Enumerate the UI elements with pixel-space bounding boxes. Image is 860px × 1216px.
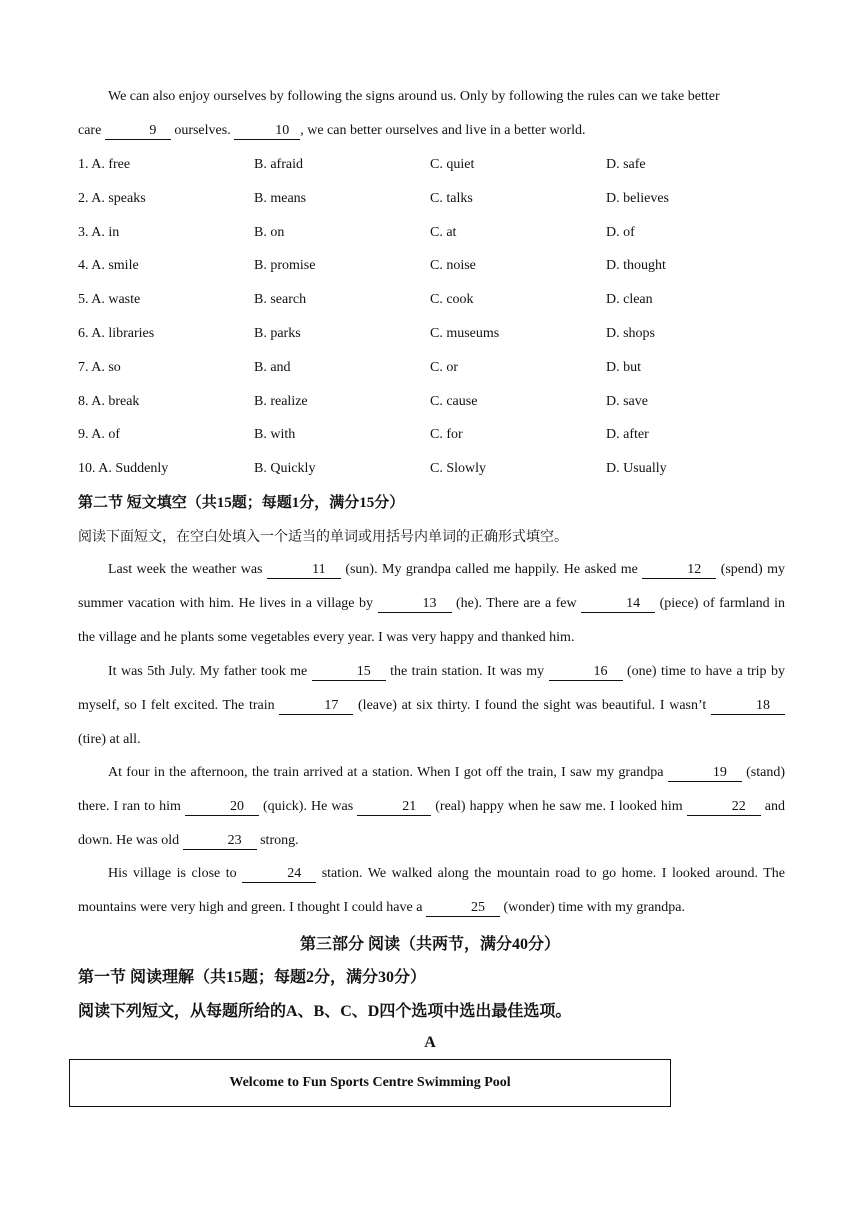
option-b: B. search <box>254 292 307 308</box>
option-c: C. or <box>430 359 458 375</box>
blank-20: 20 <box>185 799 259 816</box>
option-c: C. cause <box>430 393 478 409</box>
option-row <box>78 216 788 250</box>
blank-14: 14 <box>581 596 655 613</box>
blank-16: 16 <box>549 664 623 681</box>
blank-22: 22 <box>687 799 761 816</box>
option-d: D. after <box>606 427 649 443</box>
option-c: C. noise <box>430 258 476 274</box>
notice-title: Welcome to Fun Sports Centre Swimming Pool <box>229 1075 511 1090</box>
option-b: B. realize <box>254 393 308 409</box>
cloze-paragraph-1: Last week the weather was 11 (sun). My grandpa called me happily. He asked me 12 (spend) my summer vacation with him. He lives in a village by 13 (he). There are a few 14 (piece) of farmland in the village and he plants some vegetables every year. I was very happy and thanked him. <box>78 562 785 645</box>
option-a: 2. A. speaks <box>78 190 146 206</box>
options-list <box>78 148 788 486</box>
option-d: D. clean <box>606 292 653 308</box>
option-b: B. parks <box>254 325 301 341</box>
option-b: B. Quickly <box>254 461 316 477</box>
option-row <box>78 452 788 486</box>
section-heading: 第二节 短文填空（共15题；每题1分，满分15分） <box>78 495 405 511</box>
blank-23: 23 <box>183 833 257 850</box>
option-d: D. shops <box>606 325 656 341</box>
blank-15: 15 <box>312 664 386 681</box>
cloze-paragraph-2: It was 5th July. My father took me 15 the train station. It was my 16 (one) time to have a trip by myself, so I felt excited. The train 17 (leave) at six thirty. I found the sight was beautiful. I wasn’t 18 (tire) at all. <box>78 664 785 747</box>
option-d: D. save <box>606 393 648 409</box>
option-b: B. afraid <box>254 157 303 172</box>
cloze-paragraph-3: At four in the afternoon, the train arrived at a station. When I got off the train, I saw my grandpa 19 (stand) there. I ran to him 20 (quick). He was 21 (real) happy when he saw me. I looked him 22 and down. He was old 23 strong. <box>78 765 786 848</box>
option-b: B. with <box>254 427 296 443</box>
option-row <box>78 249 788 283</box>
option-a: 3. A. in <box>78 224 120 240</box>
option-row <box>78 418 788 452</box>
option-a: 5. A. waste <box>78 292 141 308</box>
reading-instruction: 阅读下列短文，从每题所给的A、B、C、D四个选项中选出最佳选项。 <box>78 1003 572 1020</box>
option-d: D. thought <box>606 258 666 274</box>
blank-9: 9 <box>105 123 171 140</box>
option-d: D. Usually <box>606 461 667 477</box>
section-heading: 第一节 阅读理解（共15题；每题2分，满分30分） <box>78 969 427 986</box>
option-c: C. quiet <box>430 157 475 172</box>
option-d: D. safe <box>606 157 646 172</box>
blank-10: 10 <box>234 123 300 140</box>
option-a: 8. A. break <box>78 393 140 409</box>
option-b: B. on <box>254 224 285 240</box>
option-b: B. and <box>254 359 291 375</box>
passage-ending: We can also enjoy ourselves by following the signs around us. Only by following the rules can we take better care 9 ourselves. 10 , we can better ourselves and live in a better world. <box>78 89 720 138</box>
cloze-paragraph-4: His village is close to 24 station. We walked along the mountain road to go home. I looked around. The mountains were very high and green. I thought I could have a 25 (wonder) time with my grandpa. <box>78 866 785 915</box>
blank-11: 11 <box>267 562 341 579</box>
option-c: C. Slowly <box>430 461 487 477</box>
option-row <box>78 148 788 182</box>
blank-13: 13 <box>378 596 452 613</box>
option-c: C. for <box>430 427 463 443</box>
blank-19: 19 <box>668 765 742 782</box>
option-c: C. at <box>430 224 457 240</box>
option-row <box>78 351 788 385</box>
option-c: C. museums <box>430 325 500 341</box>
option-d: D. believes <box>606 190 669 206</box>
blank-12: 12 <box>642 562 716 579</box>
option-c: C. cook <box>430 292 474 308</box>
option-a: 1. A. free <box>78 157 131 172</box>
option-row <box>78 182 788 216</box>
option-d: D. but <box>606 359 641 375</box>
blank-18: 18 <box>711 698 785 715</box>
option-d: D. of <box>606 224 635 240</box>
blank-21: 21 <box>357 799 431 816</box>
part-title: 第三部分 阅读（共两节，满分40分） <box>299 936 560 953</box>
notice-box <box>69 1059 671 1107</box>
option-a: 9. A. of <box>78 427 120 443</box>
option-a: 4. A. smile <box>78 258 139 274</box>
option-row <box>78 317 788 351</box>
option-a: 10. A. Suddenly <box>78 461 169 477</box>
section-instruction: 阅读下面短文，在空白处填入一个适当的单词或用括号内单词的正确形式填空。 <box>78 530 568 545</box>
blank-25: 25 <box>426 900 500 917</box>
option-row <box>78 283 788 317</box>
option-b: B. means <box>254 190 307 206</box>
option-b: B. promise <box>254 258 316 274</box>
option-a: 6. A. libraries <box>78 325 155 341</box>
option-a: 7. A. so <box>78 359 121 375</box>
passage-line: We can also enjoy ourselves by following the signs around us. Only by following the rules can we take better <box>108 89 720 104</box>
option-row <box>78 385 788 419</box>
blank-24: 24 <box>242 866 316 883</box>
passage-label: A <box>424 1034 436 1051</box>
option-c: C. talks <box>430 190 473 206</box>
blank-17: 17 <box>279 698 353 715</box>
